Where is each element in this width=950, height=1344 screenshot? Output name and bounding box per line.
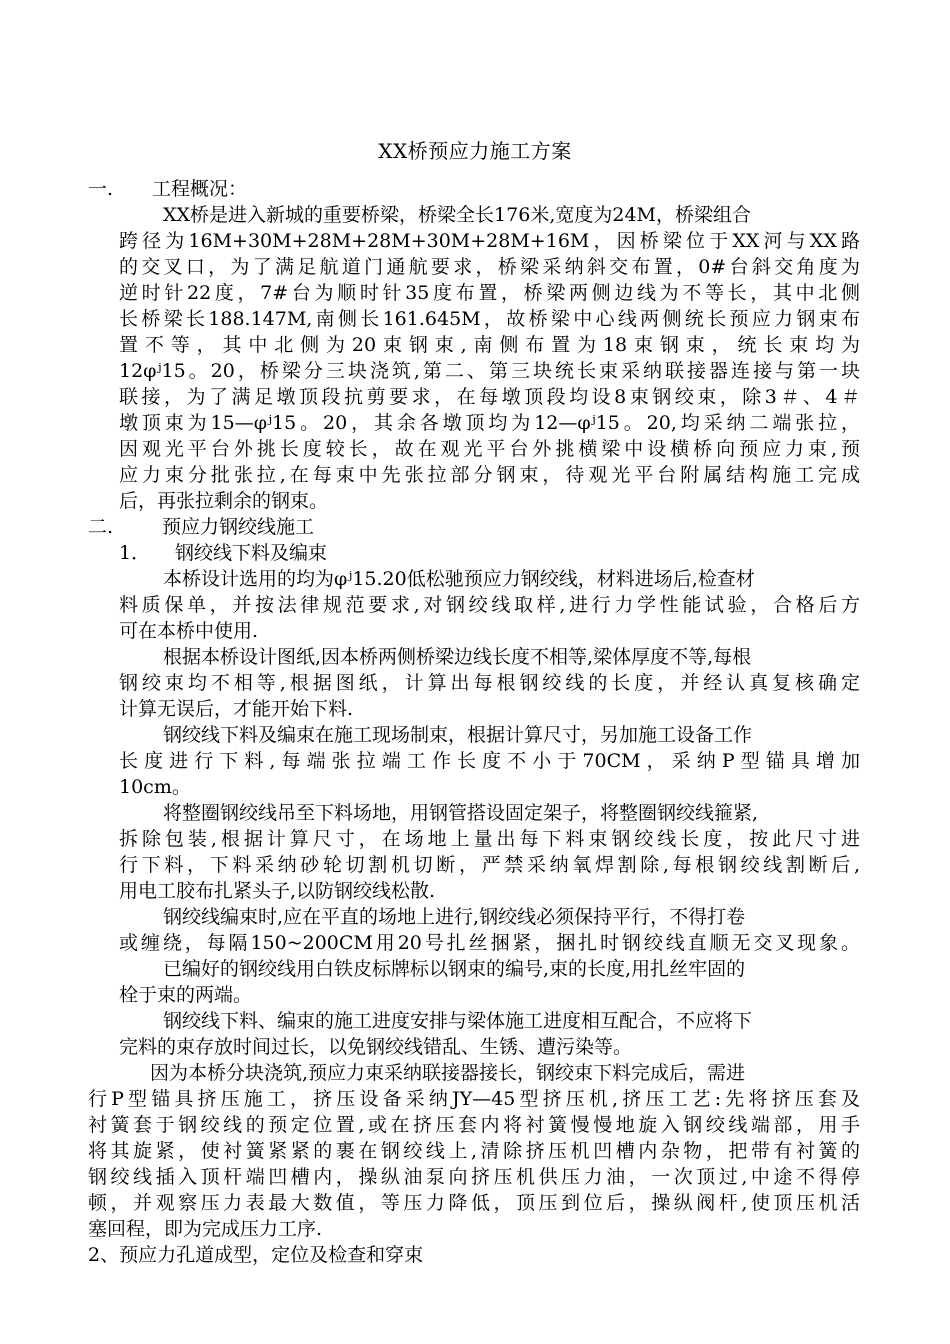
paragraph-line: 已编好的钢绞线用白铁皮标牌标以钢束的编号,束的长度,用扎丝牢固的 — [163, 958, 746, 980]
paragraph-line: 钢绞线插入顶杆端凹槽内，操纵油泵向挤压机供压力油，一次顶过,中途不得停 — [88, 1166, 860, 1188]
paragraph-line: 10cm。 — [119, 776, 191, 798]
paragraph-line: 完料的束存放时间过长，以免钢绞线错乱、生锈、遭污染等。 — [119, 1036, 633, 1058]
paragraph-line: 应力束分批张拉,在每束中先张拉部分钢束，待观光平台附属结构施工完成 — [119, 464, 860, 486]
subsection-number: 1． — [119, 542, 151, 564]
section-heading: 预应力钢绞线施工 — [162, 516, 315, 538]
paragraph-line: 顿，并观察压力表最大数值，等压力降低，顶压到位后，操纵阀杆,使顶压机活 — [88, 1192, 860, 1214]
paragraph-line: 用电工胶布扎紧头子,以防钢绞线松散. — [119, 880, 436, 902]
section-heading: 工程概况： — [152, 178, 248, 200]
next-section-heading: 2、预应力孔道成型，定位及检查和穿束 — [88, 1244, 424, 1266]
paragraph-line: 将整圈钢绞线吊至下料场地，用钢管搭设固定架子，将整圈钢绞线箍紧, — [163, 802, 759, 824]
section-number: 二. — [88, 516, 114, 538]
paragraph-line: 因观光平台外挑长度较长，故在观光平台外挑横梁中设横桥向预应力束,预 — [119, 438, 860, 460]
paragraph-line: 跨径为16M+30M+28M+28M+30M+28M+16M，因桥梁位于XX河与XX路 — [119, 230, 860, 252]
paragraph-line: 钢绞线下料及编束在施工现场制束，根据计算尺寸，另加施工设备工作 — [163, 724, 753, 746]
paragraph-line: 料质保单，并按法律规范要求,对钢绞线取样,进行力学性能试验，合格后方 — [119, 594, 860, 616]
paragraph-line: 钢绞线编束时,应在平直的场地上进行,钢绞线必须保持平行，不得打卷 — [163, 906, 746, 928]
paragraph-line: 栓于束的两端。 — [119, 984, 253, 1006]
paragraph-line: 长桥梁长188.147M,南侧长161.645M，故桥梁中心线两侧统长预应力钢束布 — [119, 308, 860, 330]
paragraph-line: 衬簧套于钢绞线的预定位置,或在挤压套内将衬簧慢慢地旋入钢绞线端部，用手 — [88, 1114, 860, 1136]
paragraph-line: 因为本桥分块浇筑,预应力束采纳联接器接长，钢绞束下料完成后，需进 — [150, 1062, 746, 1084]
paragraph-line: 根据本桥设计图纸,因本桥两侧桥梁边线长度不相等,梁体厚度不等,每根 — [163, 646, 752, 668]
paragraph-line: 钢绞线下料、编束的施工进度安排与梁体施工进度相互配合，不应将下 — [163, 1010, 753, 1032]
paragraph-line: 将其旋紧，使衬簧紧紧的裹在钢绞线上,清除挤压机凹槽内杂物，把带有衬簧的 — [88, 1140, 860, 1162]
paragraph-line: 长度进行下料,每端张拉端工作长度不小于70CM，采纳P型锚具增加 — [119, 750, 860, 772]
paragraph-line: 后，再张拉剩余的钢束。 — [119, 490, 329, 512]
document-title: XX桥预应力施工方案 — [378, 139, 572, 163]
section-number: 一. — [88, 178, 114, 200]
paragraph-line: 或缠绕，每隔150~200CM用20号扎丝捆紧，捆扎时钢绞线直顺无交叉现象。 — [119, 932, 860, 954]
paragraph-line: 可在本桥中使用. — [119, 620, 259, 642]
paragraph-line: 逆时针22度，7#台为顺时针35度布置，桥梁两侧边线为不等长，其中北侧 — [119, 282, 860, 304]
paragraph-line: 联接，为了满足墩顶段抗剪要求，在每墩顶段均设8束钢绞束，除3＃、4＃ — [119, 386, 860, 408]
paragraph-line: 墩顶束为15—φʲ15。20，其余各墩顶均为12—φʲ15。20,均采纳二端张拉， — [119, 412, 860, 434]
paragraph-line: 行下料，下料采纳砂轮切割机切断，严禁采纳氧焊割除,每根钢绞线割断后, — [119, 854, 860, 876]
paragraph-line: 拆除包装,根据计算尺寸，在场地上量出每下料束钢绞线长度，按此尺寸进 — [119, 828, 860, 850]
paragraph-line: 的交叉口，为了满足航道门通航要求，桥梁采纳斜交布置，0#台斜交角度为 — [119, 256, 860, 278]
paragraph-line: 塞回程，即为完成压力工序. — [88, 1218, 323, 1240]
paragraph-line: XX桥是进入新城的重要桥梁，桥梁全长176米,宽度为24M，桥梁组合 — [163, 204, 751, 226]
paragraph-line: 12φʲ15。20，桥梁分三块浇筑,第二、第三块统长束采纳联接器连接与第一块 — [119, 360, 860, 382]
paragraph-line: 本桥设计选用的均为φʲ15.20低松驰预应力钢绞线，材料进场后,检查材 — [163, 568, 755, 590]
subsection-heading: 钢绞线下料及编束 — [175, 542, 328, 564]
paragraph-line: 行P型锚具挤压施工，挤压设备采纳JY—45型挤压机,挤压工艺:先将挤压套及 — [88, 1088, 860, 1110]
paragraph-line: 钢绞束均不相等,根据图纸，计算出每根钢绞线的长度，并经认真复核确定 — [119, 672, 860, 694]
paragraph-line: 置不等，其中北侧为20束钢束,南侧布置为18束钢束，统长束均为 — [119, 334, 860, 356]
paragraph-line: 计算无误后，才能开始下料. — [119, 698, 354, 720]
